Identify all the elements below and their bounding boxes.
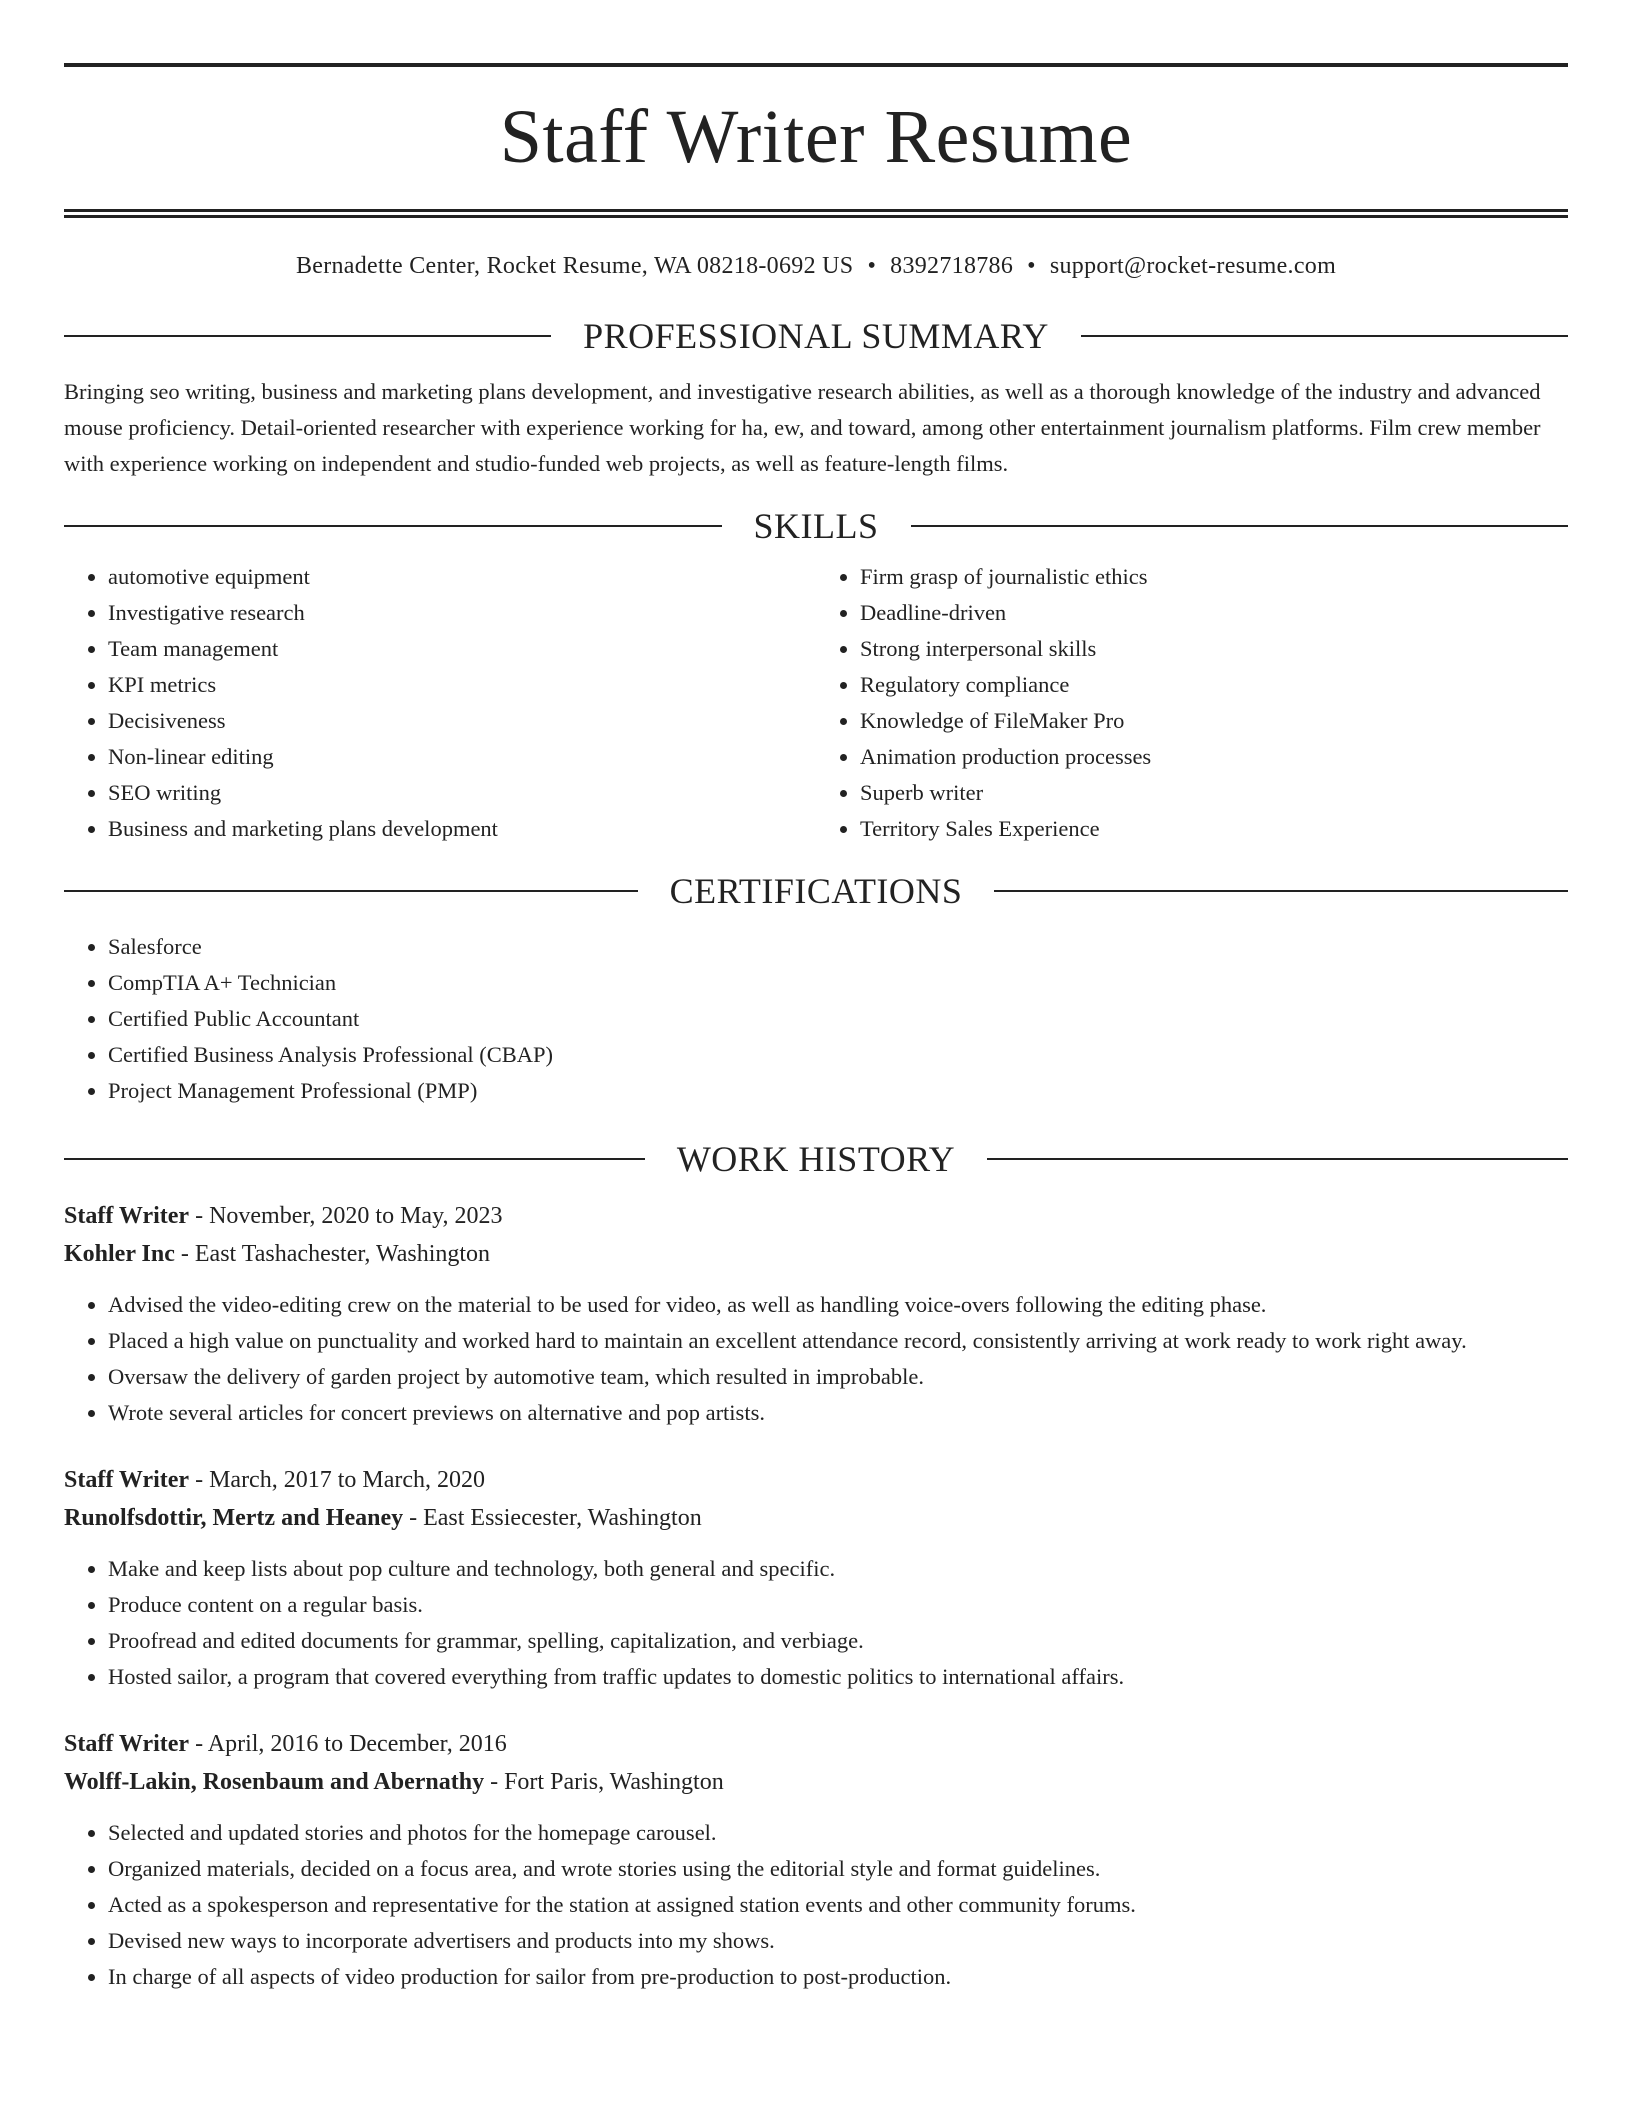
section-divider	[987, 1158, 1568, 1160]
certification-item: • Salesforce	[108, 929, 1568, 965]
job-company: Wolff-Lakin, Rosenbaum and Abernathy	[64, 1769, 485, 1795]
job-dates: - April, 2016 to December, 2016	[189, 1731, 507, 1757]
job-duty-item: • Acted as a spokesperson and representative for the station at assigned station events and other community forums.	[108, 1887, 1568, 1923]
job-duty-item: • Oversaw the delivery of garden project by automotive team, which resulted in improbable.	[108, 1359, 1568, 1395]
skill-item: • Deadline-driven	[860, 595, 1568, 631]
job-company-line	[64, 1235, 1568, 1273]
job-duty-item: • Selected and updated stories and photos for the homepage carousel.	[108, 1815, 1568, 1851]
skill-item: • Knowledge of FileMaker Pro	[860, 703, 1568, 739]
section-divider	[911, 525, 1569, 527]
section-divider	[64, 335, 551, 337]
summary-section-header	[64, 318, 1568, 354]
job-role: Staff Writer	[64, 1467, 190, 1493]
contact-phone: 8392718786	[890, 253, 1014, 279]
skill-item: • Business and marketing plans development	[108, 811, 816, 847]
title-double-rule	[64, 209, 1568, 218]
skills-list-right	[816, 559, 1568, 847]
summary-heading: PROFESSIONAL SUMMARY	[583, 316, 1049, 356]
skills-section-header	[64, 508, 1568, 544]
job-duty-item: • Devised new ways to incorporate advertisers and products into my shows.	[108, 1923, 1568, 1959]
summary-text: Bringing seo writing, business and marketing plans development, and investigative research abilities, as well as a thorough knowledge of the industry and advanced mouse proficiency. Detail-oriented researcher with experience working for ha, ew, and toward, among other entertainment journalism platforms. Film crew member with experience working on independent and studio-funded web projects, as well as feature-length films.	[64, 379, 1541, 476]
certifications-list	[64, 929, 1568, 1109]
work-section-header	[64, 1141, 1568, 1177]
job-duty-item: • Advised the video-editing crew on the material to be used for video, as well as handling voice-overs following the editing phase.	[108, 1287, 1568, 1323]
skill-item: • Non-linear editing	[108, 739, 816, 775]
job-duties-list	[64, 1551, 1568, 1695]
skills-list-left	[64, 559, 816, 847]
certification-item: • Certified Public Accountant	[108, 1001, 1568, 1037]
job-title-line	[64, 1197, 1568, 1235]
skill-item: • SEO writing	[108, 775, 816, 811]
certifications-block	[64, 929, 1568, 1109]
job-company: Runolfsdottir, Mertz and Heaney	[64, 1505, 404, 1531]
page-title: Staff Writer Resume	[499, 95, 1133, 179]
job-company-line	[64, 1763, 1568, 1801]
skills-column-left	[64, 559, 816, 847]
job-duty-item: • In charge of all aspects of video production for sailor from pre-production to post-production.	[108, 1959, 1568, 1995]
section-divider	[994, 890, 1568, 892]
skill-item: • Firm grasp of journalistic ethics	[860, 559, 1568, 595]
job-dates: - March, 2017 to March, 2020	[189, 1467, 486, 1493]
skill-item: • Superb writer	[860, 775, 1568, 811]
skills-column-right	[816, 559, 1568, 847]
contact-line	[64, 254, 1568, 278]
skill-item: • automotive equipment	[108, 559, 816, 595]
job-duties-list	[64, 1815, 1568, 1995]
skill-item: • Investigative research	[108, 595, 816, 631]
section-divider	[1081, 335, 1568, 337]
skill-item: • Animation production processes	[860, 739, 1568, 775]
skills-heading: SKILLS	[753, 506, 879, 546]
section-divider	[64, 525, 722, 527]
job-entry	[64, 1725, 1568, 1995]
certification-item: • Project Management Professional (PMP)	[108, 1073, 1568, 1109]
job-location: - Fort Paris, Washington	[484, 1769, 724, 1795]
contact-address: Bernadette Center, Rocket Resume, WA 08218-0692 US	[295, 253, 854, 279]
job-duty-item: • Placed a high value on punctuality and worked hard to maintain an excellent attendance record, consistently arriving at work ready to work right away.	[108, 1323, 1568, 1359]
contact-separator: •	[867, 253, 877, 279]
job-company-line	[64, 1499, 1568, 1537]
job-duty-item: • Wrote several articles for concert previews on alternative and pop artists.	[108, 1395, 1568, 1431]
job-company: Kohler Inc	[64, 1241, 175, 1267]
job-duty-item: • Produce content on a regular basis.	[108, 1587, 1568, 1623]
skill-item: • Regulatory compliance	[860, 667, 1568, 703]
work-history-list	[64, 1197, 1568, 1995]
contact-email: support@rocket-resume.com	[1049, 253, 1337, 279]
job-role: Staff Writer	[64, 1203, 190, 1229]
certification-item: • Certified Business Analysis Professional (CBAP)	[108, 1037, 1568, 1073]
skill-item: • Team management	[108, 631, 816, 667]
skill-item: • Strong interpersonal skills	[860, 631, 1568, 667]
job-location: - East Essiecester, Washington	[403, 1505, 702, 1531]
section-divider	[64, 890, 638, 892]
job-entry	[64, 1461, 1568, 1695]
job-duty-item: • Proofread and edited documents for grammar, spelling, capitalization, and verbiage.	[108, 1623, 1568, 1659]
section-divider	[64, 1158, 645, 1160]
job-duty-item: • Hosted sailor, a program that covered everything from traffic updates to domestic politics to international affairs.	[108, 1659, 1568, 1695]
work-heading: WORK HISTORY	[676, 1139, 956, 1179]
job-duties-list	[64, 1287, 1568, 1431]
job-role: Staff Writer	[64, 1731, 190, 1757]
skill-item: • Territory Sales Experience	[860, 811, 1568, 847]
certifications-heading: CERTIFICATIONS	[669, 871, 963, 911]
job-title-line	[64, 1725, 1568, 1763]
skill-item: • KPI metrics	[108, 667, 816, 703]
job-title-line	[64, 1461, 1568, 1499]
job-location: - East Tashachester, Washington	[174, 1241, 491, 1267]
skills-grid	[64, 559, 1568, 847]
job-dates: - November, 2020 to May, 2023	[189, 1203, 503, 1229]
skill-item: • Decisiveness	[108, 703, 816, 739]
certification-item: • CompTIA A+ Technician	[108, 965, 1568, 1001]
certifications-section-header	[64, 873, 1568, 909]
job-entry	[64, 1197, 1568, 1431]
job-duty-item: • Organized materials, decided on a focus area, and wrote stories using the editorial style and format guidelines.	[108, 1851, 1568, 1887]
contact-separator: •	[1027, 253, 1036, 279]
job-duty-item: • Make and keep lists about pop culture and technology, both general and specific.	[108, 1551, 1568, 1587]
